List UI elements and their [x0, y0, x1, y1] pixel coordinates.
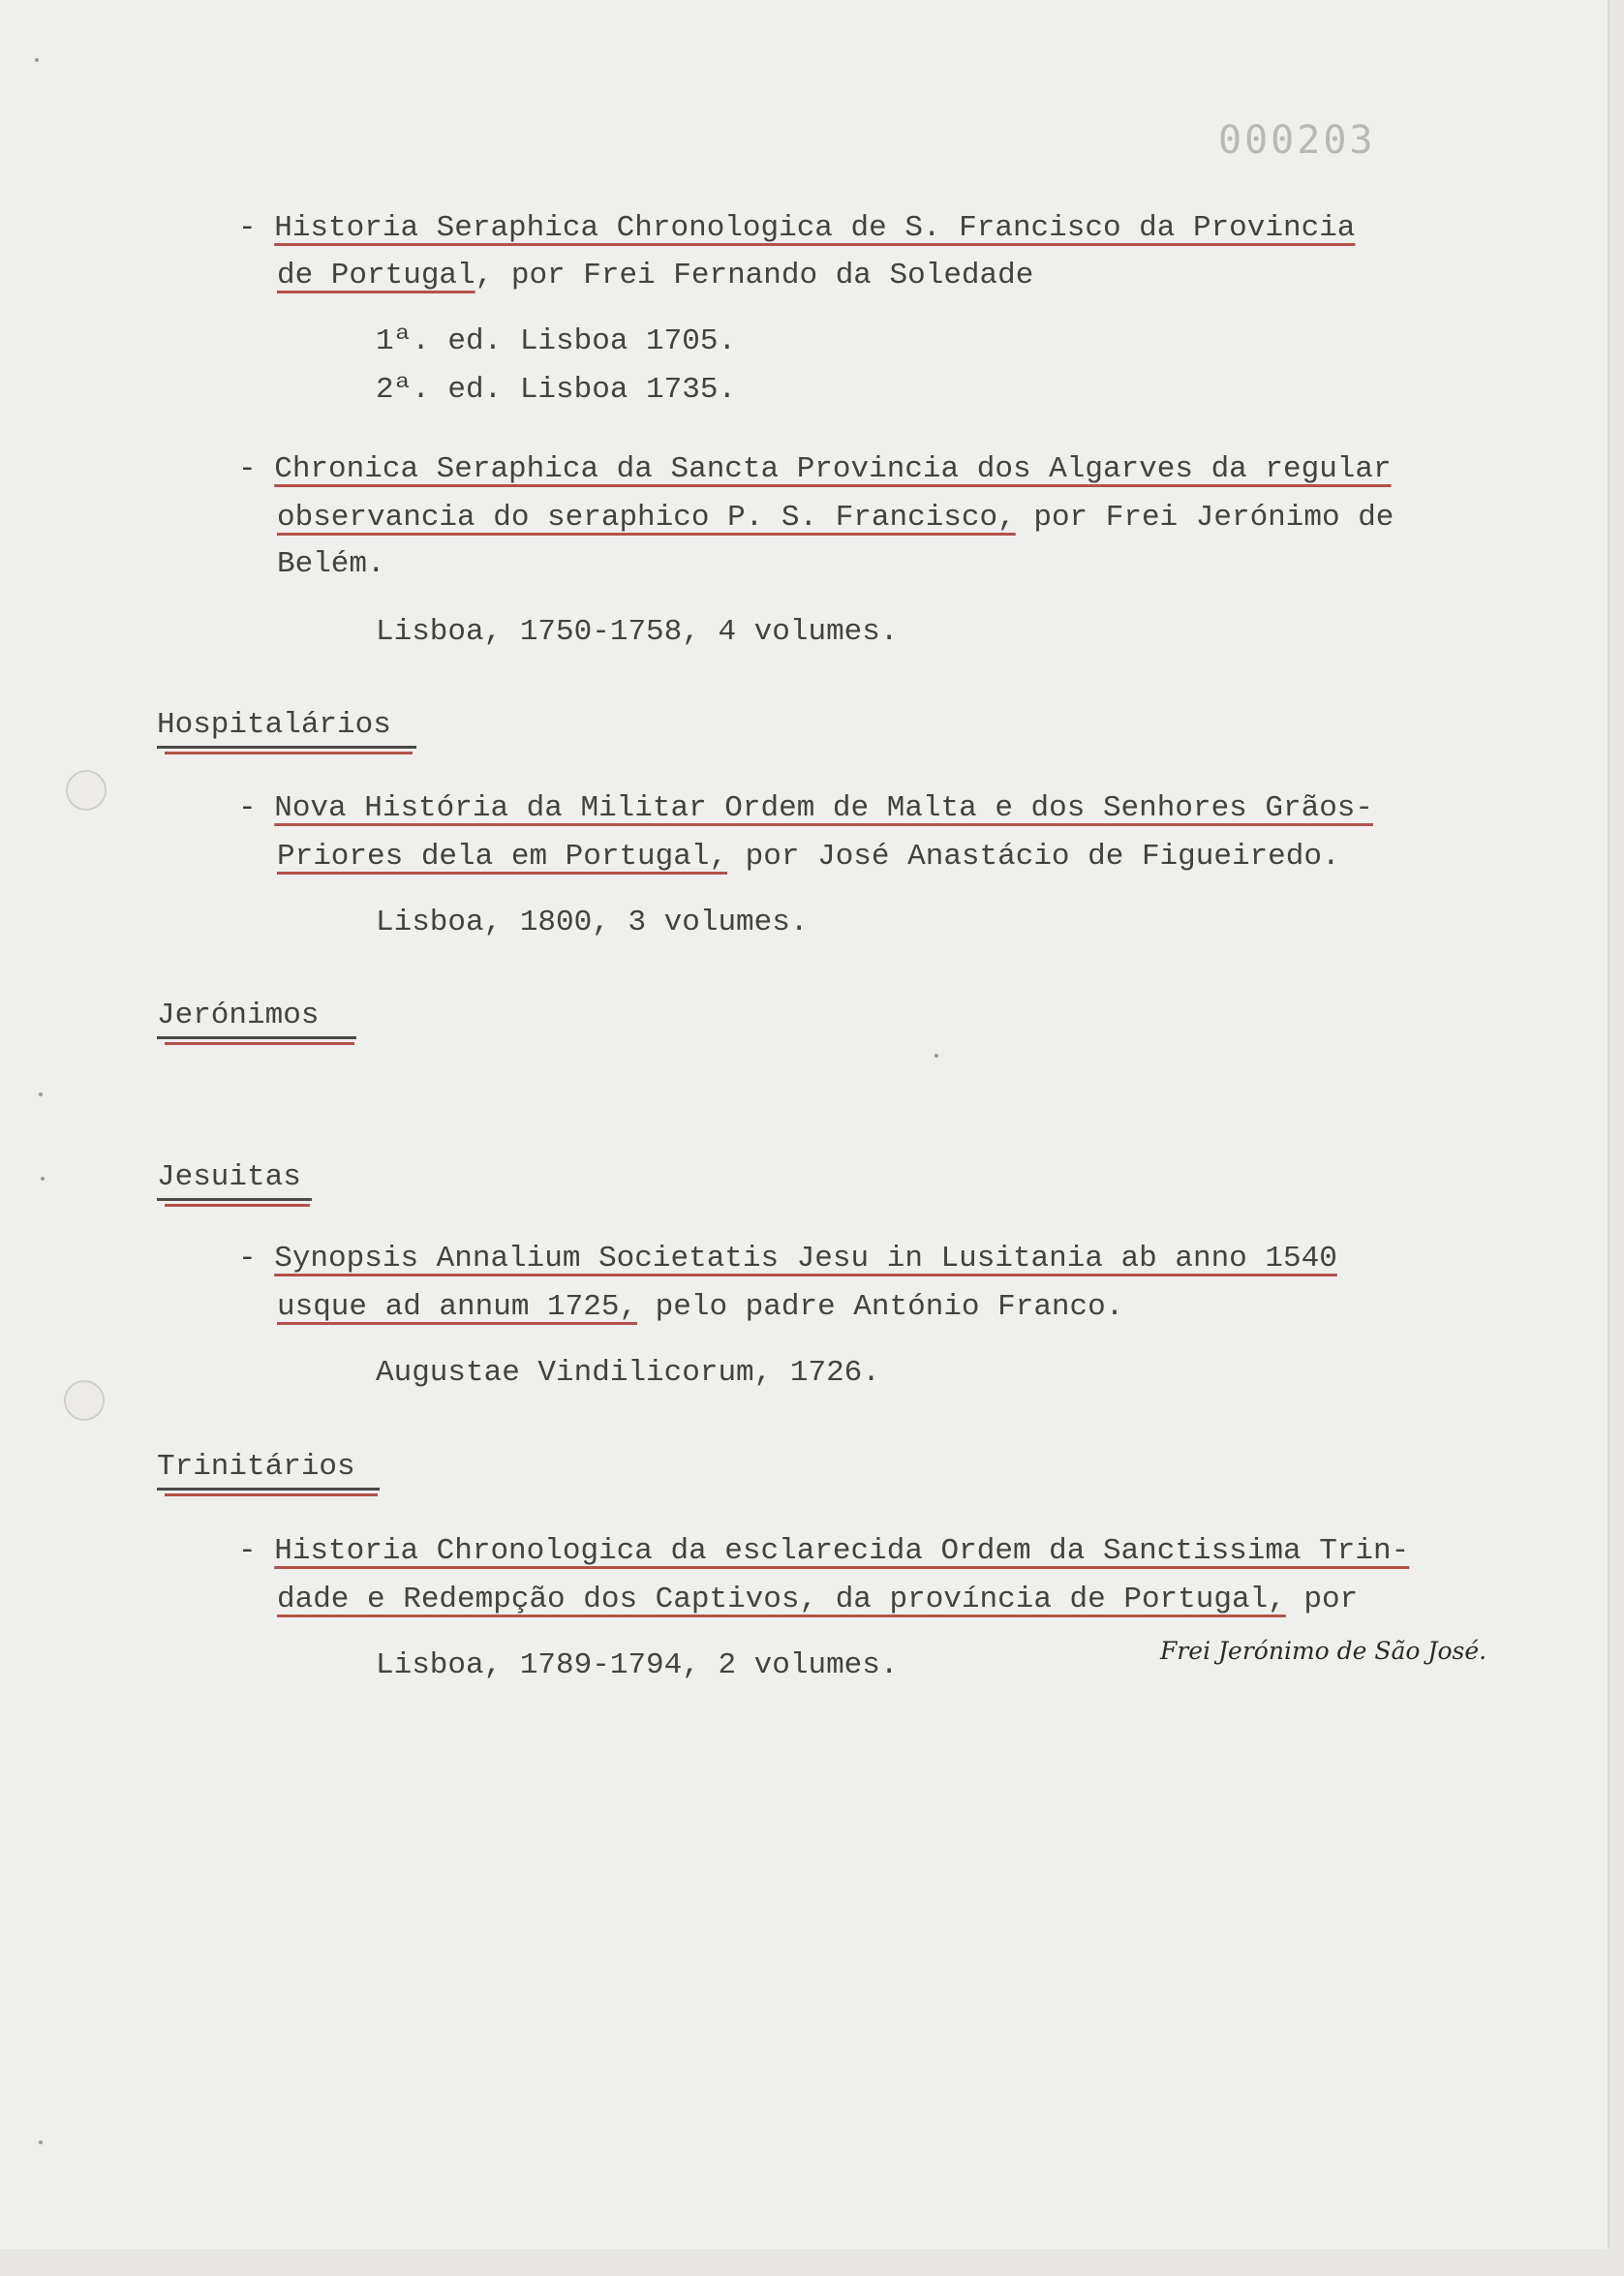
paper-speck — [39, 2140, 43, 2144]
imprint-historia-chronologica: Lisboa, 1789-1794, 2 volumes. — [376, 1648, 899, 1682]
title-text: Chronica Seraphica da Sancta Provincia dos Algarves da regular — [274, 452, 1392, 486]
entry-chronica-seraphica-line1 — [238, 450, 1392, 489]
bullet-dash: - — [238, 452, 275, 486]
punch-hole-bottom — [64, 1380, 105, 1421]
paper-speck — [39, 1092, 43, 1096]
entry-nova-historia-line1 — [238, 789, 1373, 828]
paper-speck — [935, 1054, 938, 1058]
imprint-synopsis: Augustae Vindilicorum, 1726. — [376, 1356, 880, 1390]
heading-hospitalarios: Hospitalários — [157, 708, 391, 742]
entry-historia-seraphica-line2 — [277, 257, 1033, 295]
title-text: Historia Seraphica Chronologica de S. Francisco da Provincia — [274, 211, 1356, 245]
heading-underline-red — [165, 1042, 354, 1045]
author-text: por — [1285, 1583, 1359, 1616]
entry-historia-chronologica-line2 — [277, 1581, 1358, 1619]
heading-underline-red — [165, 752, 413, 754]
author-text: pelo padre António Franco. — [637, 1290, 1124, 1324]
title-text: Priores dela em Portugal, — [277, 840, 728, 874]
heading-jesuitas: Jesuitas — [157, 1160, 301, 1194]
bullet-dash: - — [238, 791, 275, 825]
heading-underline — [157, 1198, 312, 1201]
title-text: usque ad annum 1725, — [277, 1290, 638, 1324]
heading-underline-red — [165, 1493, 378, 1496]
title-text: de Portugal — [277, 259, 475, 292]
heading-jeronimos: Jerónimos — [157, 999, 320, 1032]
entry-nova-historia-line2 — [277, 838, 1340, 877]
heading-underline — [157, 1488, 380, 1491]
punch-hole-top — [66, 770, 107, 811]
bullet-dash: - — [238, 211, 275, 245]
heading-underline — [157, 746, 416, 749]
imprint-nova-historia: Lisboa, 1800, 3 volumes. — [376, 906, 809, 939]
bullet-dash: - — [238, 1534, 275, 1568]
title-text: Synopsis Annalium Societatis Jesu in Lusitania ab anno 1540 — [274, 1242, 1337, 1276]
entry-historia-seraphica-line1 — [238, 209, 1355, 248]
heading-trinitarios: Trinitários — [157, 1450, 355, 1484]
edition-1: 1ª. ed. Lisboa 1705. — [376, 324, 737, 358]
paper-speck — [41, 1177, 45, 1181]
heading-underline-red — [165, 1204, 310, 1207]
entry-synopsis-line1 — [238, 1240, 1337, 1278]
handwritten-author-note: Frei Jerónimo de São José. — [1160, 1637, 1487, 1665]
title-text: Historia Chronologica da esclarecida Ordem da Sanctissima Trin- — [274, 1534, 1410, 1568]
imprint-chronica: Lisboa, 1750-1758, 4 volumes. — [376, 615, 899, 649]
author-text: por José Anastácio de Figueiredo. — [727, 840, 1340, 874]
title-text: Nova História da Militar Ordem de Malta e dos Senhores Grãos- — [274, 791, 1374, 825]
title-text: observancia do seraphico P. S. Francisco, — [277, 501, 1016, 535]
bullet-dash: - — [238, 1242, 275, 1276]
author-text: por Frei Jerónimo de — [1015, 501, 1394, 535]
entry-synopsis-line2 — [277, 1288, 1123, 1327]
paper-speck — [35, 58, 39, 62]
entry-chronica-seraphica-line3: Belém. — [277, 547, 385, 581]
author-text: , por Frei Fernando da Soledade — [475, 259, 1034, 292]
heading-underline — [157, 1036, 356, 1039]
page-number-stamp: 000203 — [1218, 118, 1376, 163]
title-text: dade e Redempção dos Captivos, da província de Portugal, — [277, 1583, 1286, 1616]
edition-2: 2ª. ed. Lisboa 1735. — [376, 373, 737, 407]
entry-chronica-seraphica-line2 — [277, 499, 1394, 538]
entry-historia-chronologica-line1 — [238, 1532, 1409, 1571]
